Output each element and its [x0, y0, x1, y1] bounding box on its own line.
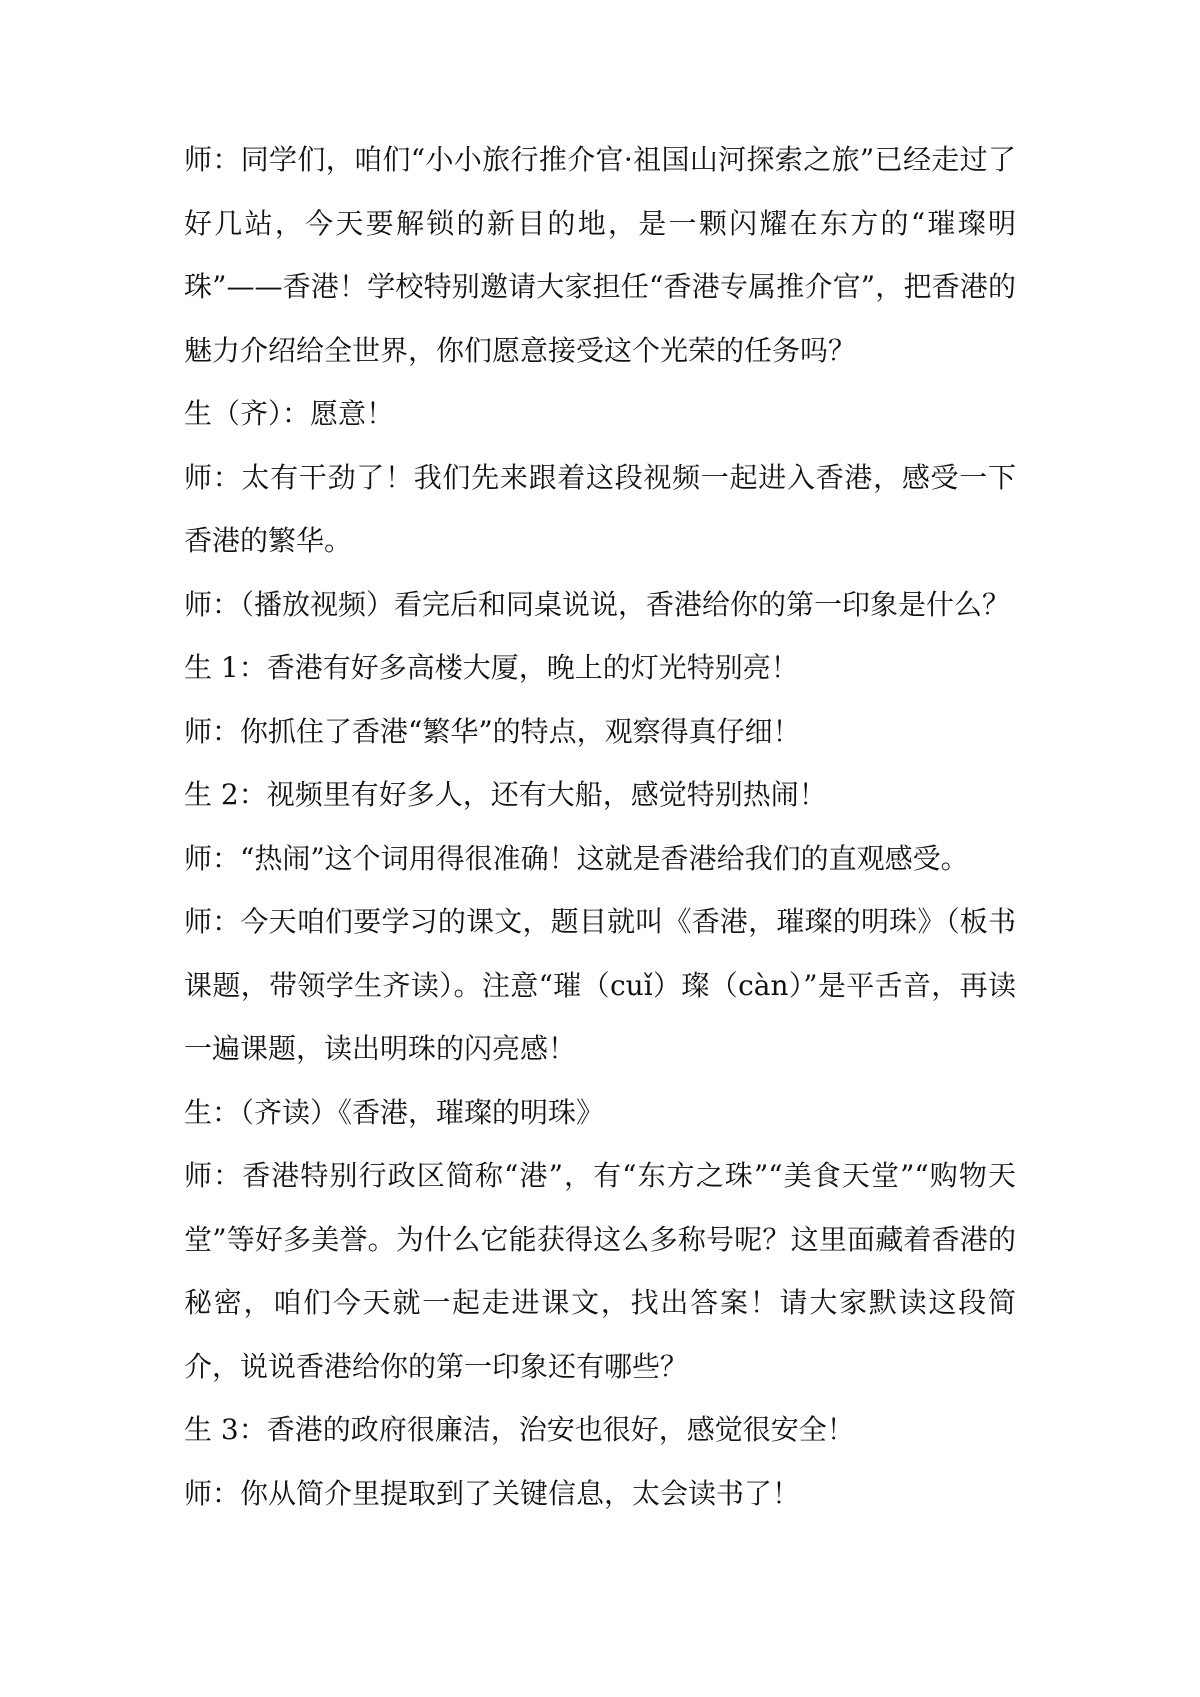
paragraph-teacher-intro: 师：同学们，咱们“小小旅行推介官·祖国山河探索之旅”已经走过了好几站，今天要解锁的新目的地，是一颗闪耀在东方的“璀璨明珠”——香港！学校特别邀请大家担任“香港专属推介官”，把香港的魅力介绍给全世界，你们愿意接受这个光荣的任务吗？ [184, 143, 1016, 367]
paragraph-teacher-praise-3: 师：你从简介里提取到了关键信息，太会读书了！ [184, 1476, 801, 1510]
paragraph-student-2: 生 2：视频里有好多人，还有大船，感觉特别热闹！ [184, 778, 827, 811]
paragraph-teacher-question: 师：（播放视频）看完后和同桌说说，香港给你的第一印象是什么？ [184, 587, 1011, 621]
document-body [184, 128, 1016, 1525]
paragraph-students-read: 生：（齐读）《香港，璀璨的明珠》 [184, 1095, 605, 1129]
paragraph-teacher-praise-2: 师：“热闹”这个词用得很准确！这就是香港给我们的直观感受。 [184, 841, 969, 875]
paragraph-teacher-video: 师：太有干劲了！我们先来跟着这段视频一起进入香港，感受一下香港的繁华。 [184, 460, 1016, 557]
paragraph-teacher-intro-hk: 师：香港特别行政区简称“港”，有“东方之珠”“美食天堂”“购物天堂”等好多美誉。为什么它能获得这么多称号呢？这里面藏着香港的秘密，咱们今天就一起走进课文，找出答案！请大家默读这段简介，说说香港给你的第一印象还有哪些？ [184, 1159, 1016, 1383]
paragraph-teacher-praise-1: 师：你抓住了香港“繁华”的特点，观察得真仔细！ [184, 714, 801, 748]
paragraph-student-1: 生 1：香港有好多高楼大厦，晚上的灯光特别亮！ [184, 651, 799, 684]
paragraph-students-reply: 生（齐）：愿意！ [184, 397, 395, 430]
paragraph-teacher-title: 师：今天咱们要学习的课文，题目就叫《香港，璀璨的明珠》（板书课题，带领学生齐读）。注意“璀（cuǐ）璨（càn）”是平舌音，再读一遍课题，读出明珠的闪亮感！ [184, 905, 1016, 1065]
paragraph-student-3: 生 3：香港的政府很廉洁，治安也很好，感觉很安全！ [184, 1413, 855, 1446]
